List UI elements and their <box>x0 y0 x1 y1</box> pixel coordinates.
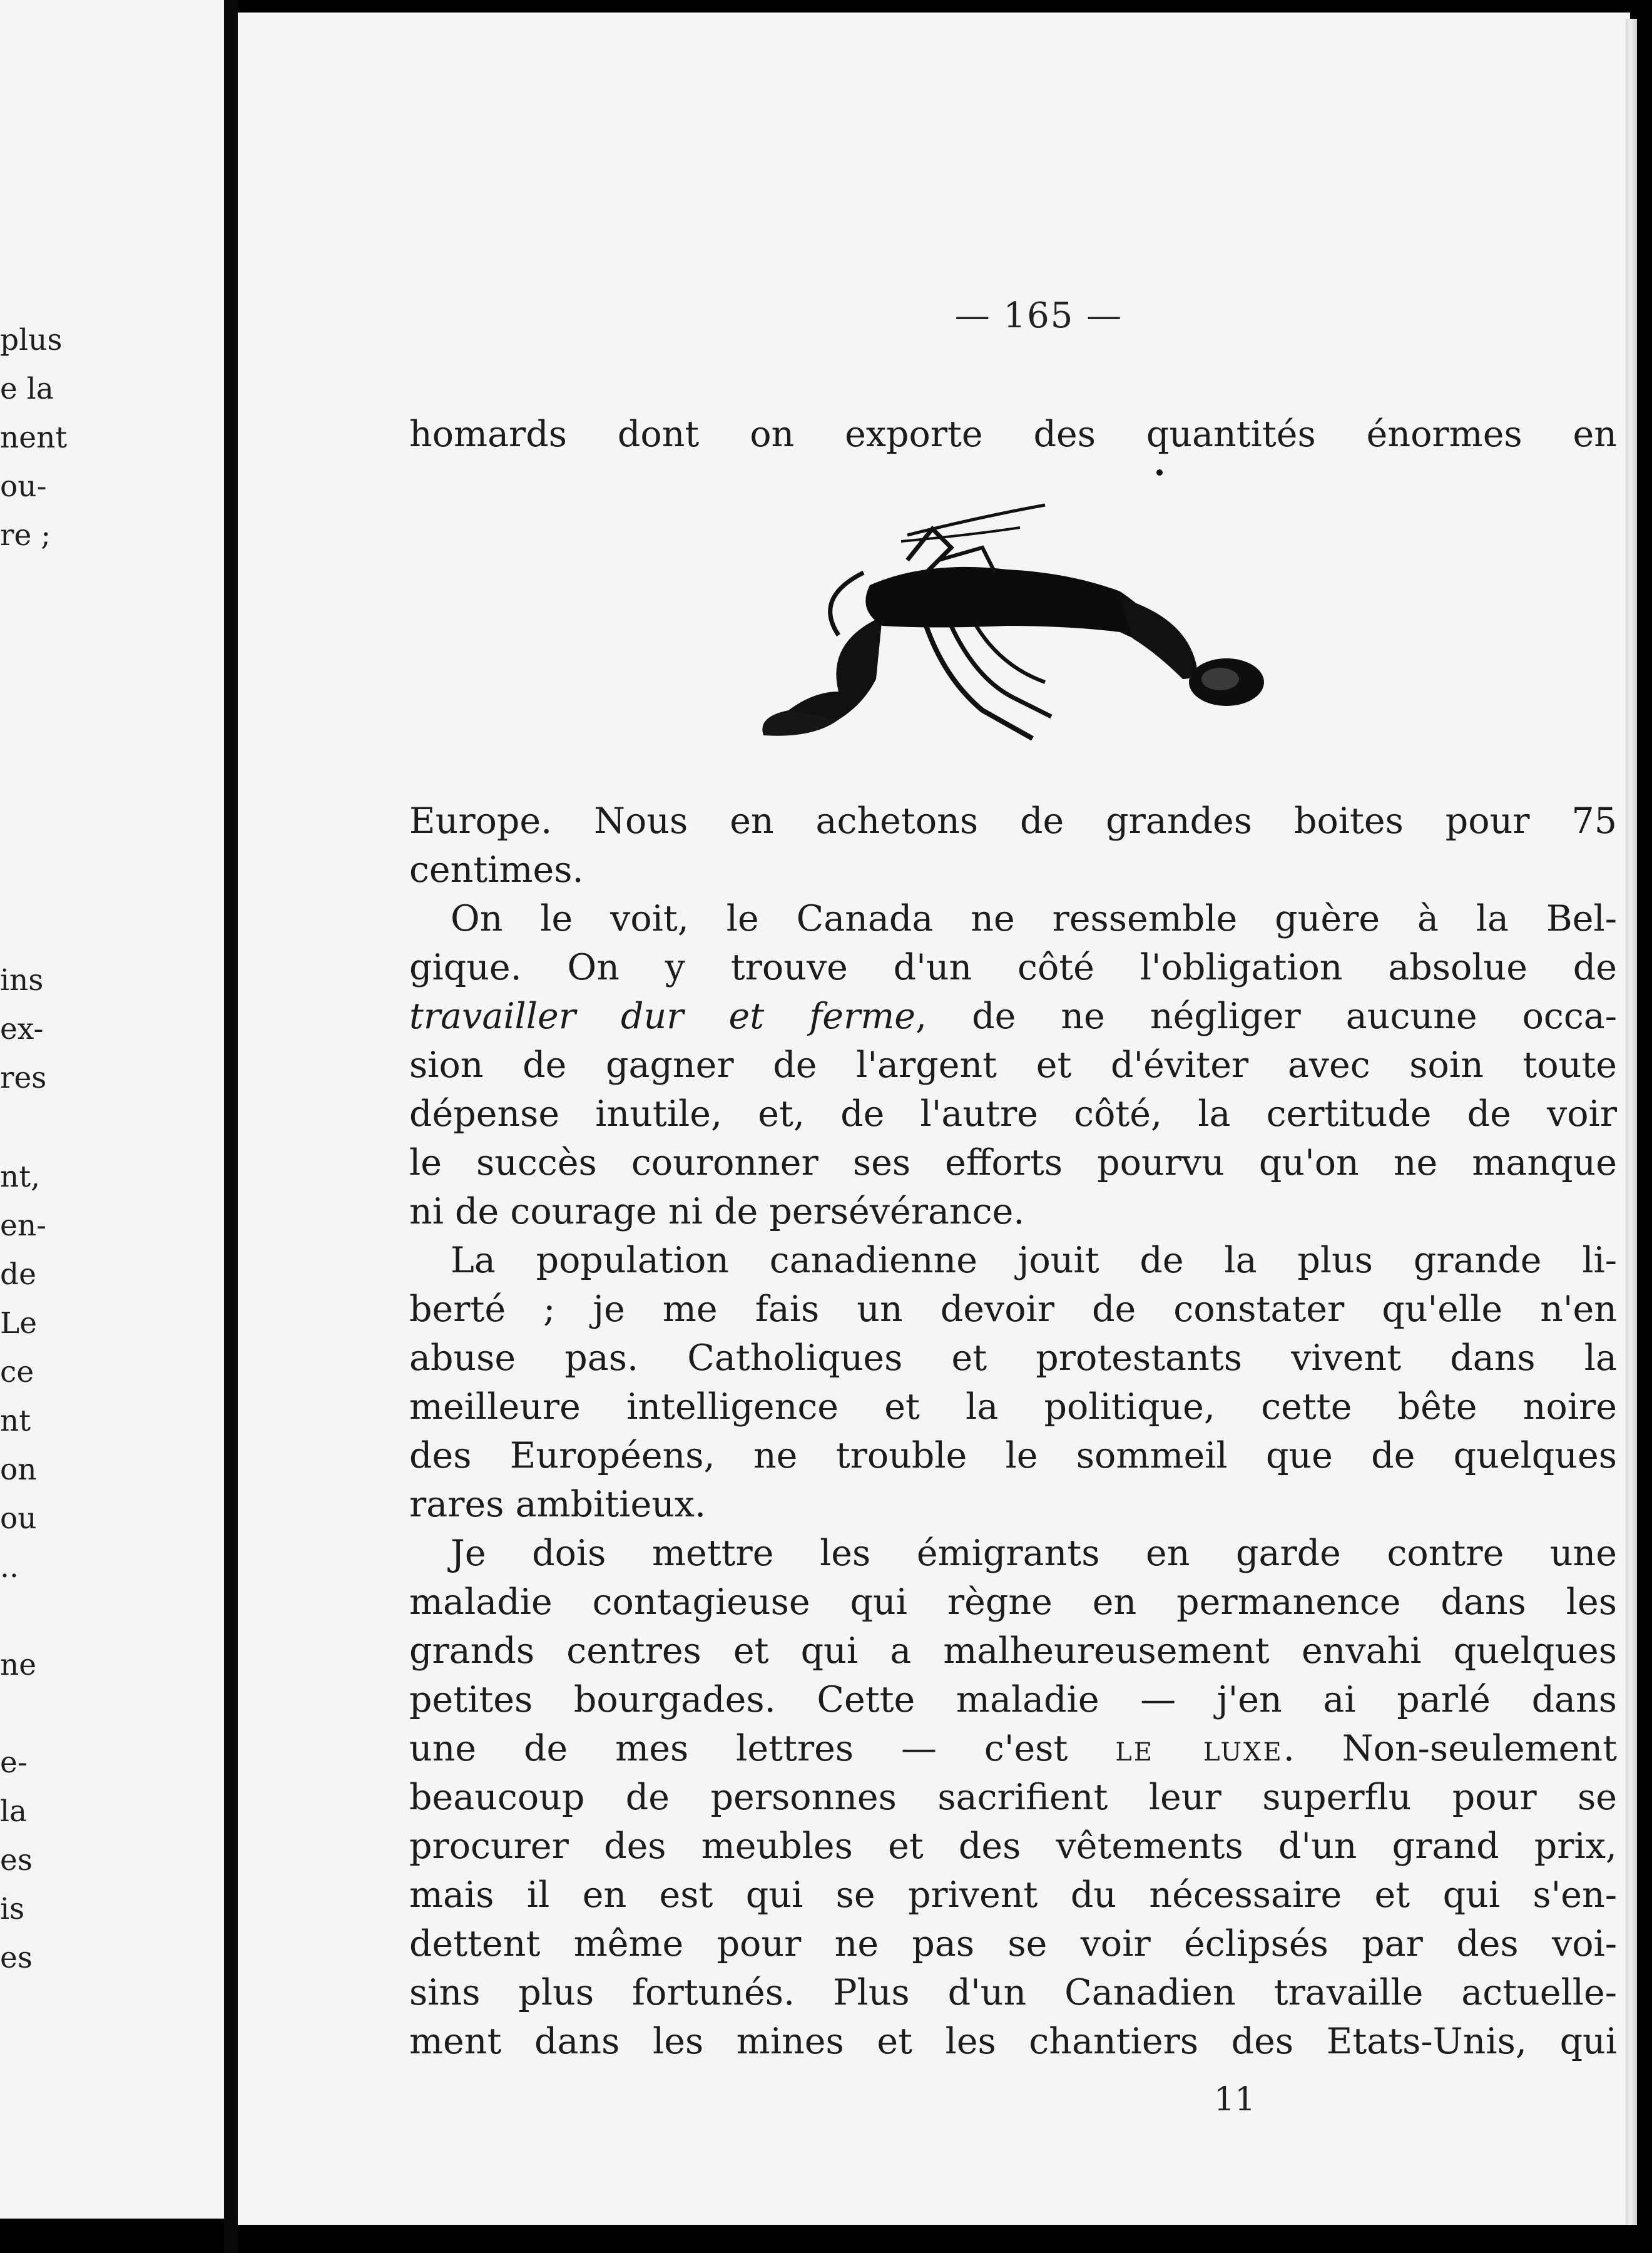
fragment: res <box>0 1061 47 1095</box>
fragment: ex- <box>0 1012 44 1046</box>
fragment: e la <box>0 372 54 406</box>
page-number: — 165 — <box>954 295 1123 336</box>
text-line: meilleure intelligence et la politique, cette bête noire <box>409 1386 1617 1428</box>
text-line: centimes. <box>409 849 584 891</box>
page-edge <box>1626 19 1637 2225</box>
text-line: procurer des meubles et des vêtements d'un grand prix, <box>409 1826 1617 1867</box>
ink-speck <box>1156 469 1163 476</box>
text-line-italic <box>409 992 1617 1041</box>
text-fragment: , de ne négliger aucune occa- <box>915 996 1617 1037</box>
facing-page <box>0 0 224 2219</box>
fragment: ou <box>0 1501 37 1536</box>
fragment: nt, <box>0 1160 41 1194</box>
text-line: le succès couronner ses efforts pourvu qu'on ne manque <box>409 1142 1617 1183</box>
fragment: plus <box>0 323 63 357</box>
fragment: la <box>0 1794 28 1829</box>
fragment: ou- <box>0 469 47 504</box>
fragment: re ; <box>0 518 51 553</box>
fragment: e- <box>0 1745 28 1780</box>
text-line: sins plus fortunés. Plus d'un Canadien travaille actuelle- <box>409 1972 1617 2013</box>
text-line: dettent même pour ne pas se voir éclipsés par des voi- <box>409 1923 1617 1964</box>
fragment: ins <box>0 963 44 998</box>
fragment: nent <box>0 421 68 455</box>
text-line: mais il en est qui se privent du nécessaire et qui s'en- <box>409 1874 1617 1916</box>
text-fragment: une de mes lettres — c'est <box>409 1728 1068 1769</box>
text-line: On le voit, le Canada ne ressemble guère à la Bel- <box>451 898 1617 939</box>
text-line: La population canadienne jouit de la plus grande li- <box>451 1240 1617 1281</box>
text-line: sion de gagner de l'argent et d'éviter avec soin toute <box>409 1045 1617 1086</box>
fragment: is <box>0 1892 25 1926</box>
text-line: ment dans les mines et les chantiers des Etats-Unis, qui <box>409 2021 1617 2062</box>
lobster-illustration <box>720 491 1320 767</box>
text-line: ni de courage ni de persévérance. <box>409 1191 1025 1232</box>
text-line: homards dont on exporte des quantités énormes en <box>409 414 1617 455</box>
text-line: beaucoup de personnes sacrifient leur superflu pour se <box>409 1777 1617 1818</box>
text-line: Europe. Nous en achetons de grandes boites pour 75 <box>409 800 1617 842</box>
fragment: Le <box>0 1306 38 1341</box>
fragment: nt <box>0 1404 31 1438</box>
fragment: ne <box>0 1648 37 1682</box>
text-line: berté ; je me fais un devoir de constater qu'elle n'en <box>409 1289 1617 1330</box>
text-line: maladie contagieuse qui règne en permanence dans les <box>409 1581 1617 1623</box>
signature-mark: 11 <box>1214 2081 1256 2118</box>
text-line: petites bourgades. Cette maladie — j'en ai parlé dans <box>409 1679 1617 1720</box>
text-line: abuse pas. Catholiques et protestants vivent dans la <box>409 1337 1617 1379</box>
fragment: de <box>0 1257 36 1292</box>
book-page <box>238 13 1630 2225</box>
text-line: rares ambitieux. <box>409 1484 706 1525</box>
text-line-luxe <box>409 1724 1617 1773</box>
fragment: en- <box>0 1208 46 1243</box>
text-fragment: . Non-seulement <box>1283 1728 1617 1769</box>
text-line: des Européens, ne trouble le sommeil que de quelques <box>409 1435 1617 1476</box>
italic-phrase: travailler dur et ferme <box>409 996 916 1037</box>
fragment: on <box>0 1453 37 1487</box>
fragment: es <box>0 1941 33 1975</box>
fragment: .. <box>0 1550 19 1585</box>
fragment: es <box>0 1843 33 1878</box>
text-block-main <box>409 797 1617 2066</box>
book-gutter <box>224 0 238 2253</box>
text-line: Je dois mettre les émigrants en garde contre une <box>451 1533 1617 1574</box>
small-caps-word: le luxe <box>1115 1728 1283 1769</box>
text-line: grands centres et qui a malheureusement envahi quelques <box>409 1630 1617 1672</box>
text-line: gique. On y trouve d'un côté l'obligation absolue de <box>409 947 1617 988</box>
fragment: ce <box>0 1355 34 1389</box>
text-block-top <box>409 410 1617 459</box>
text-line: dépense inutile, et, de l'autre côté, la certitude de voir <box>409 1093 1617 1135</box>
